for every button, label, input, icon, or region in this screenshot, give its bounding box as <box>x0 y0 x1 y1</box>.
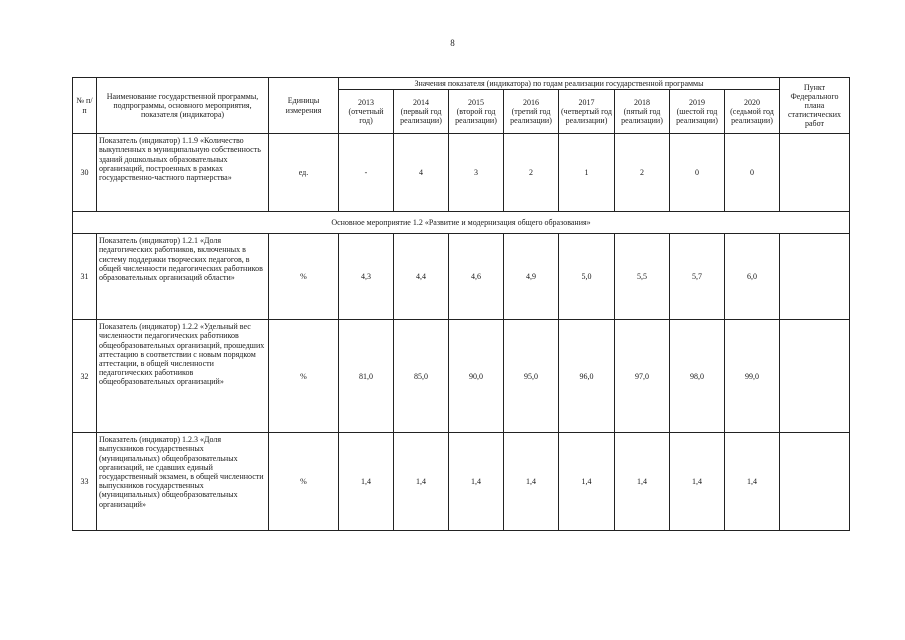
value-cell: 5,7 <box>670 234 725 320</box>
value-cell: 2 <box>504 134 559 212</box>
value-cell: 4,6 <box>449 234 504 320</box>
indicator-name: Показатель (индикатор) 1.1.9 «Количество выкупленных в муниципальную собственность зданий дошкольных образовательных организаций, построенных в рамках государственно-частного партнерства» <box>97 134 269 212</box>
value-cell: 4,4 <box>394 234 449 320</box>
row-number: 30 <box>73 134 97 212</box>
header-values-group: Значения показателя (индикатора) по годам реализации государственной программы <box>339 78 780 90</box>
value-cell: 85,0 <box>394 320 449 433</box>
header-year-note: (пятый год реализации) <box>621 107 663 126</box>
table-row <box>73 320 850 433</box>
value-cell: 1,4 <box>449 433 504 531</box>
section-row <box>73 212 850 234</box>
value-cell: 5,5 <box>615 234 670 320</box>
header-year-value: 2019 <box>689 97 705 107</box>
header-year-note: (второй год реализации) <box>455 107 497 126</box>
header-year-note: (первый год реализации) <box>400 107 442 126</box>
header-year-2016 <box>504 90 559 134</box>
value-cell: 97,0 <box>615 320 670 433</box>
indicators-table <box>72 77 850 531</box>
value-cell: 1,4 <box>339 433 394 531</box>
header-num: № п/п <box>73 78 97 134</box>
row-number: 31 <box>73 234 97 320</box>
unit-cell: % <box>269 320 339 433</box>
value-cell: 3 <box>449 134 504 212</box>
header-row-1 <box>73 78 850 90</box>
unit-cell: ед. <box>269 134 339 212</box>
header-year-value: 2015 <box>468 97 484 107</box>
header-unit: Единицы измерения <box>269 78 339 134</box>
value-cell: 81,0 <box>339 320 394 433</box>
indicator-name: Показатель (индикатор) 1.2.3 «Доля выпускников государственных (муниципальных) общеобразовательных организаций, не сдавших единый государственный экзамен, в общей численности выпускников государственных (муниципальных) общеобразовательных организаций» <box>97 433 269 531</box>
header-year-2018 <box>615 90 670 134</box>
table-row <box>73 234 850 320</box>
header-year-value: 2013 <box>358 97 374 107</box>
value-cell: 1,4 <box>725 433 780 531</box>
table-row <box>73 433 850 531</box>
page-number: 8 <box>450 38 455 48</box>
value-cell: 5,0 <box>559 234 615 320</box>
value-cell: 95,0 <box>504 320 559 433</box>
value-cell: 1,4 <box>670 433 725 531</box>
value-cell: 96,0 <box>559 320 615 433</box>
value-cell: 1 <box>559 134 615 212</box>
value-cell: 4,3 <box>339 234 394 320</box>
header-year-2014 <box>394 90 449 134</box>
value-cell: 0 <box>670 134 725 212</box>
row-number: 32 <box>73 320 97 433</box>
section-title: Основное мероприятие 1.2 «Развитие и модернизация общего образования» <box>73 212 850 234</box>
value-cell: 1,4 <box>559 433 615 531</box>
header-year-2017 <box>559 90 615 134</box>
unit-cell: % <box>269 433 339 531</box>
header-year-note: (шестой год реализации) <box>676 107 718 126</box>
row-number: 33 <box>73 433 97 531</box>
header-year-note: (седьмой год реализации) <box>730 107 774 126</box>
value-cell: 99,0 <box>725 320 780 433</box>
indicator-name: Показатель (индикатор) 1.2.1 «Доля педагогических работников, включенных в систему поддержки творческих педагогов, в общей численности педагогических работников образовательных организаций области» <box>97 234 269 320</box>
plan-cell <box>780 234 850 320</box>
header-year-2019 <box>670 90 725 134</box>
header-year-value: 2020 <box>744 97 760 107</box>
header-year-2015 <box>449 90 504 134</box>
header-year-value: 2017 <box>578 97 595 107</box>
header-year-2013 <box>339 90 394 134</box>
header-year-value: 2014 <box>413 97 429 107</box>
value-cell: 0 <box>725 134 780 212</box>
unit-cell: % <box>269 234 339 320</box>
value-cell: 90,0 <box>449 320 504 433</box>
value-cell: 1,4 <box>504 433 559 531</box>
value-cell: 4,9 <box>504 234 559 320</box>
plan-cell <box>780 134 850 212</box>
value-cell: 98,0 <box>670 320 725 433</box>
table-row <box>73 134 850 212</box>
header-year-note: (отчетный год) <box>348 107 384 126</box>
plan-cell <box>780 320 850 433</box>
plan-cell <box>780 433 850 531</box>
header-year-value: 2016 <box>523 97 539 107</box>
header-year-note: (третий год реализации) <box>510 107 552 126</box>
header-year-2020 <box>725 90 780 134</box>
value-cell: - <box>339 134 394 212</box>
value-cell: 2 <box>615 134 670 212</box>
value-cell: 1,4 <box>615 433 670 531</box>
indicator-name: Показатель (индикатор) 1.2.2 «Удельный вес численности педагогических работников общеобразовательных организаций, прошедших аттестацию в соответствии с новым порядком аттестации, в общей численности педагогических работников общеобразовательных организаций» <box>97 320 269 433</box>
value-cell: 1,4 <box>394 433 449 531</box>
header-year-value: 2018 <box>634 97 650 107</box>
header-year-note: (четвертый год реализации) <box>561 107 612 126</box>
header-name: Наименование государственной программы, подпрограммы, основного мероприятия, показателя (индикатора) <box>97 78 269 134</box>
value-cell: 6,0 <box>725 234 780 320</box>
value-cell: 4 <box>394 134 449 212</box>
header-plan: Пункт Федерального плана статистических работ <box>780 78 850 134</box>
